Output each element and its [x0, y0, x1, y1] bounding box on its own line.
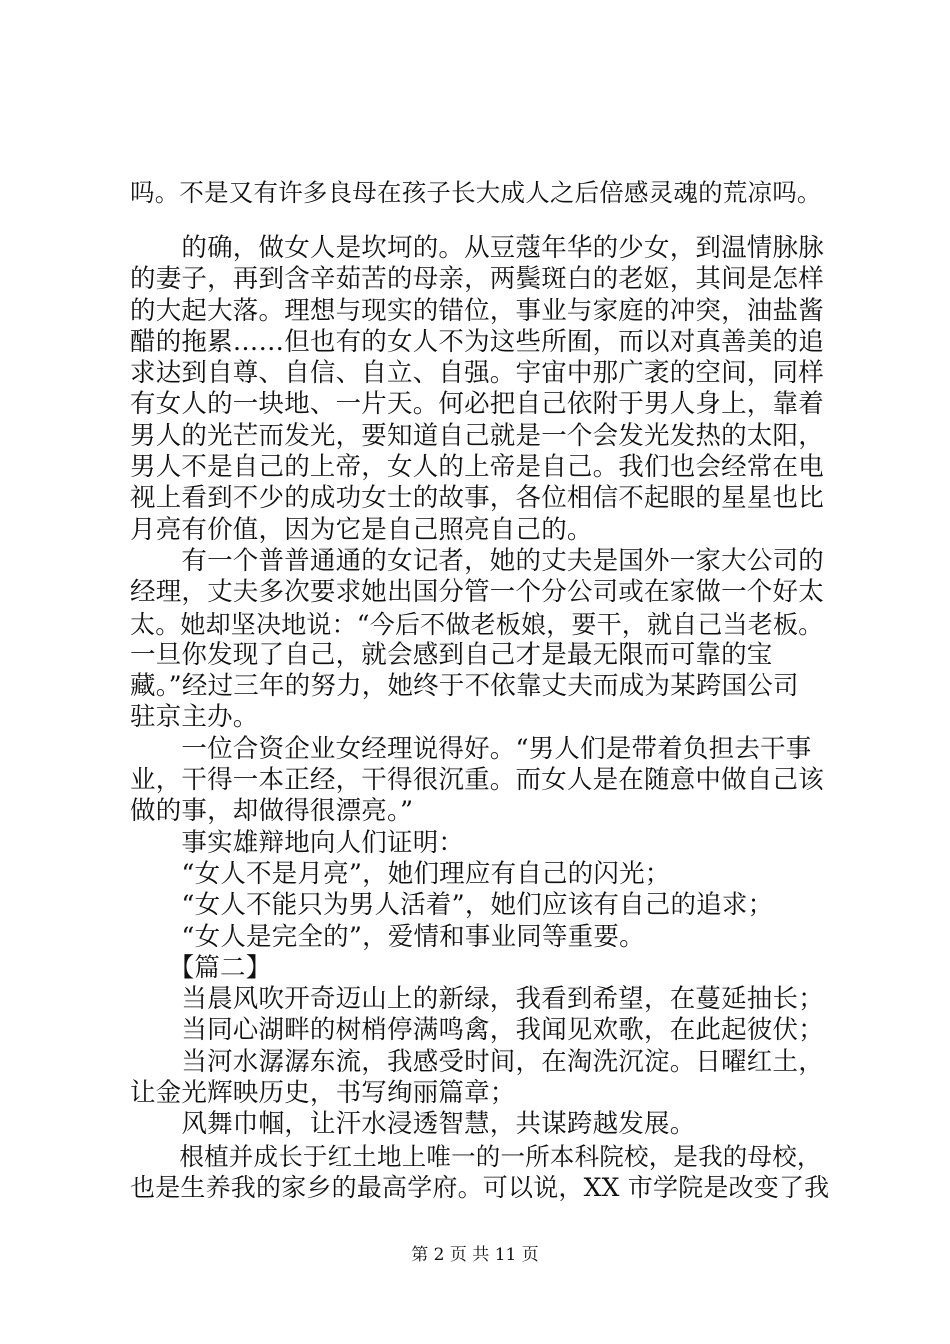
text-line: 做的事，却做得很漂亮。” [130, 796, 414, 827]
text-line: 视上看到不少的成功女士的故事，各位相信不起眼的星星也比 [130, 483, 824, 514]
text-line: 的妻子，再到含辛茹苦的母亲，两鬓斑白的老妪，其间是怎样 [130, 264, 824, 295]
text-line: 一位合资企业女经理说得好。“男人们是带着负担去干事 [130, 733, 812, 764]
text-line: 男人的光芒而发光，要知道自己就是一个会发光发热的太阳， [130, 420, 824, 451]
text-line: 根植并成长于红土地上唯一的一所本科院校，是我的母校， [130, 1141, 822, 1171]
text-paragraph-continuation [130, 177, 830, 208]
text-line: “女人是完全的”，爱情和事业同等重要。 [130, 921, 645, 952]
text-line: 有一个普普通通的女记者，她的丈夫是国外一家大公司的 [130, 545, 824, 576]
text-line: “女人不能只为男人活着”，她们应该有自己的追求； [130, 890, 774, 921]
text-line: 藏。”经过三年的努力，她终于不依靠丈夫而成为某跨国公司 [130, 671, 799, 702]
text-line: 也是生养我的家乡的最高学府。可以说，XX 市学院是改变了我 [130, 1172, 830, 1202]
section-heading: 【篇二】 [130, 952, 272, 983]
text-line: 当同心湖畔的树梢停满鸣禽，我闻见欢歌，在此起彼伏； [130, 1015, 824, 1046]
text-line: 的大起大落。理想与现实的错位，事业与家庭的冲突，油盐酱 [130, 295, 824, 326]
text-line: 让金光辉映历史，书写绚丽篇章； [130, 1078, 516, 1109]
text-line: 事实雄辩地向人们证明： [130, 827, 465, 858]
text-line: 当河水潺潺东流，我感受时间，在淘洗沉淀。日曜红土， [130, 1046, 824, 1077]
text-line: “女人不是月亮”，她们理应有自己的闪光； [130, 858, 671, 889]
page-number-footer: 第 2 页 共 11 页 [411, 1245, 539, 1265]
text-line: 一旦你发现了自己，就会感到自己才是最无限而可靠的宝 [130, 639, 773, 670]
text-line: 求达到自尊、自信、自立、自强。宇宙中那广袤的空间，同样 [130, 358, 824, 389]
text-line: 当晨风吹开奇迈山上的新绿，我看到希望，在蔓延抽长； [130, 984, 824, 1015]
text-line: 太。她却坚决地说：“今后不做老板娘，要干，就自己当老板。 [130, 609, 824, 639]
text-line: 月亮有价值，因为它是自己照亮自己的。 [130, 514, 593, 545]
text-line: 风舞巾帼，让汗水浸透智慧，共谋跨越发展。 [130, 1109, 696, 1140]
text-line: 吗。不是又有许多良母在孩子长大成人之后倍感灵魂的荒凉吗。 [130, 178, 822, 207]
text-line: 业，干得一本正经，干得很沉重。而女人是在随意中做自己该 [130, 765, 824, 796]
text-line: 有女人的一块地、一片天。何必把自己依附于男人身上，靠着 [130, 389, 824, 420]
text-line: 经理，丈夫多次要求她出国分管一个分公司或在家做一个好太 [130, 577, 824, 608]
text-line: 驻京主办。 [130, 702, 259, 733]
text-line: 男人不是自己的上帝，女人的上帝是自己。我们也会经常在电 [130, 452, 824, 483]
text-body [130, 233, 830, 1203]
text-line: 的确，做女人是坎坷的。从豆蔻年华的少女，到温情脉脉 [130, 233, 824, 263]
text-line: 醋的拖累……但也有的女人不为这些所囿，而以对真善美的追 [130, 326, 824, 357]
